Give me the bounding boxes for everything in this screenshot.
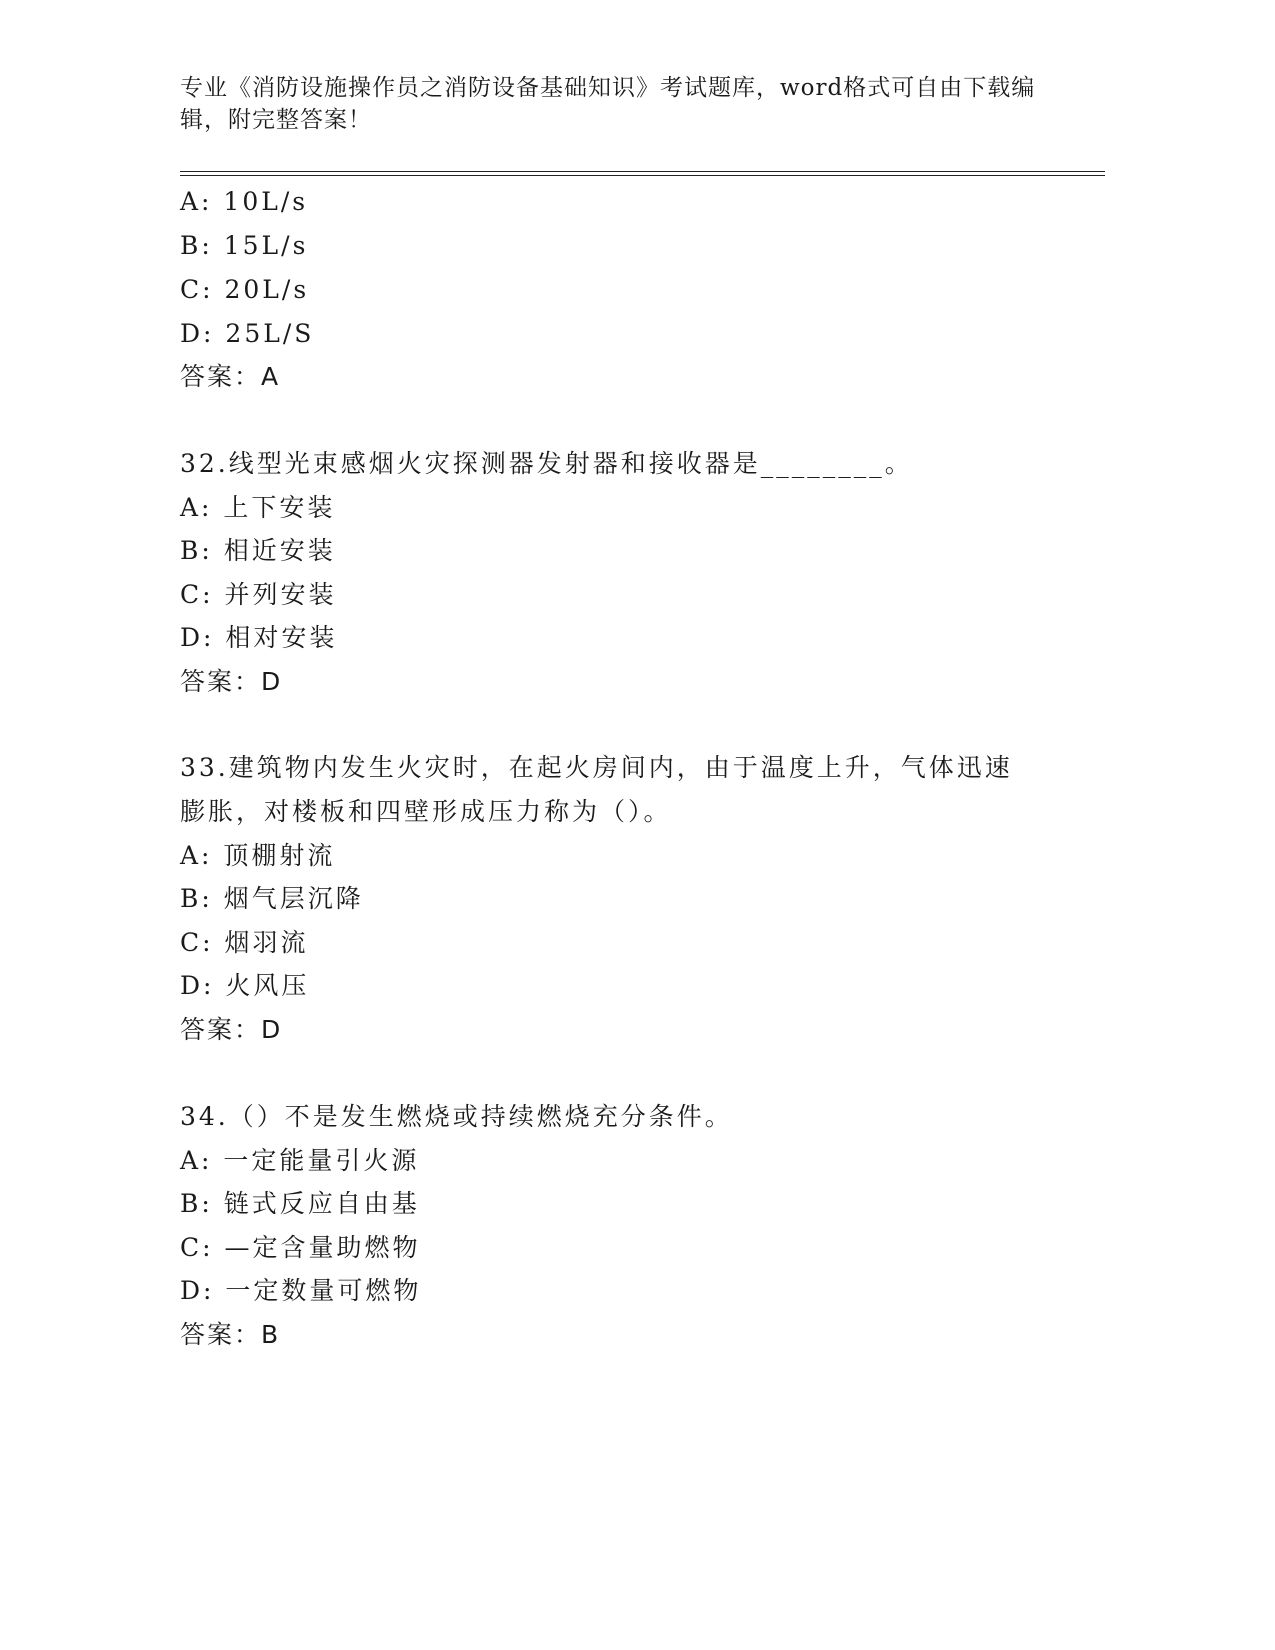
header-divider-bottom — [180, 175, 1105, 176]
document-header: 专业《消防设施操作员之消防设备基础知识》考试题库，word格式可自由下载编辑，附完整答案！ — [180, 75, 1036, 133]
q34-answer: 答案：B — [180, 1320, 281, 1349]
q33-option-c: C: 烟羽流 — [180, 928, 309, 957]
q34-option-b: B: 链式反应自由基 — [180, 1189, 420, 1218]
q31-option-b: B: 15L/s — [180, 231, 309, 260]
q32-option-d: D: 相对安装 — [180, 623, 338, 652]
q31-option-a: A: 10L/s — [180, 187, 309, 216]
q33-option-a: A: 顶棚射流 — [180, 841, 336, 870]
q31-option-c: C: 20L/s — [180, 275, 310, 304]
q32-answer: 答案：D — [180, 667, 283, 696]
q32-option-b: B: 相近安装 — [180, 536, 336, 565]
q33-option-b: B: 烟气层沉降 — [180, 884, 364, 913]
q33-answer: 答案：D — [180, 1015, 283, 1044]
q32-option-c: C: 并列安装 — [180, 580, 337, 609]
q34-stem: 34.（）不是发生燃烧或持续燃烧充分条件。 — [180, 1102, 733, 1131]
q34-option-d: D: 一定数量可燃物 — [180, 1276, 422, 1305]
q31-answer: 答案：A — [180, 362, 281, 391]
q32-option-a: A: 上下安装 — [180, 493, 336, 522]
q33-option-d: D: 火风压 — [180, 971, 310, 1000]
q33-stem: 33.建筑物内发生火灾时，在起火房间内，由于温度上升，气体迅速膨胀，对楼板和四壁形成压力称为（）。 — [180, 753, 1013, 826]
q34-option-a: A: 一定能量引火源 — [180, 1146, 420, 1175]
q31-option-d: D: 25L/S — [180, 319, 315, 348]
header-divider-top — [180, 171, 1105, 172]
q32-stem: 32.线型光束感烟火灾探测器发射器和接收器是________。 — [180, 449, 913, 478]
q34-option-c: C: —定含量助燃物 — [180, 1233, 421, 1262]
